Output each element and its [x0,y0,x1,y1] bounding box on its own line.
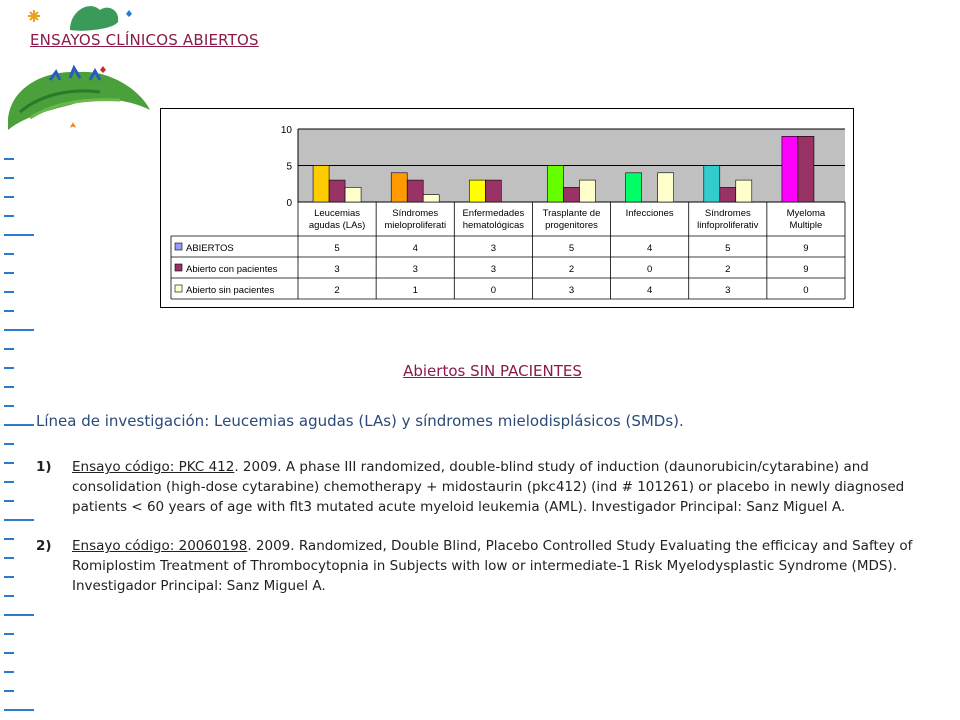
data-label: 1 [412,285,418,296]
legend-label: ABIERTOS [186,243,234,254]
category-label: progenitores [545,220,598,231]
bar [313,166,329,203]
bar [423,195,439,202]
data-label: 2 [334,285,340,296]
data-label: 0 [646,264,653,275]
research-line-heading: Línea de investigación: Leucemias agudas (LAs) y síndromes mielodisplásicos (SMDs). [36,412,684,430]
y-tick-label: 10 [280,125,292,136]
data-label: 3 [334,264,340,275]
bar [798,136,814,202]
nav-dash[interactable] [0,150,40,169]
trial-number: 2) [36,538,52,554]
nav-dash[interactable] [0,492,40,511]
category-label: Síndromes [392,208,439,219]
category-label: Enfermedades [462,208,525,219]
trial-list [36,457,916,615]
nav-dash[interactable] [0,169,40,188]
data-label: 0 [803,285,809,296]
data-label: 4 [646,285,653,296]
page-title: ENSAYOS CLÍNICOS ABIERTOS [30,31,259,49]
bar [548,166,564,203]
trial-item [36,536,916,596]
trial-description: . 2009. A phase III randomized, double-blind study of induction (daunorubicin/cytarabine) and consolidation (high-dose cytarabine) chemotherapy + midostaurin (pkc412) (ind # 101261) or placebo in newly diagnosed patients < 60 years of age with flt3 mutated acute myeloid leukemia (AML). Investigador Principal: Sanz Miguel A. [72,459,905,515]
category-label: Leucemias [314,208,361,219]
nav-dash[interactable] [0,188,40,207]
nav-dash[interactable] [0,321,40,340]
nav-dash[interactable] [0,454,40,473]
nav-dash[interactable] [0,378,40,397]
category-label: Síndromes [704,208,751,219]
data-label: 3 [568,285,575,296]
logo [0,0,160,140]
data-label: 9 [803,264,809,275]
nav-dash[interactable] [0,207,40,226]
nav-dash[interactable] [0,625,40,644]
y-tick-label: 0 [286,198,292,209]
bar [626,173,642,202]
legend-swatch [175,285,182,292]
nav-dash[interactable] [0,682,40,701]
nav-dash[interactable] [0,701,40,720]
data-label: 5 [725,243,731,254]
category-label: agudas (LAs) [308,220,366,231]
nav-dash[interactable] [0,587,40,606]
trial-number: 1) [36,459,52,475]
data-label: 3 [490,243,497,254]
nav-dash[interactable] [0,606,40,625]
data-label: 4 [412,243,418,254]
data-label: 2 [568,264,575,275]
nav-dash[interactable] [0,226,40,245]
bar [407,180,423,202]
nav-dash[interactable] [0,568,40,587]
bar [736,180,752,202]
nav-dash[interactable] [0,264,40,283]
bar [391,173,407,202]
chart [160,108,854,308]
bar [580,180,596,202]
legend-label: Abierto con pacientes [186,264,278,275]
trial-item [36,457,916,517]
nav-dash[interactable] [0,283,40,302]
trial-code-link[interactable]: Ensayo código: PKC 412 [72,459,235,475]
category-label: Myeloma [786,208,826,219]
trial-code-link[interactable]: Ensayo código: 20060198 [72,538,248,554]
bar [469,180,485,202]
bar [564,187,580,202]
section-title: Abiertos SIN PACIENTES [403,362,582,380]
legend-label: Abierto sin pacientes [186,285,275,296]
bar [329,180,345,202]
category-label: Trasplante de [542,208,601,219]
data-label: 0 [490,285,497,296]
category-label: Infecciones [625,208,674,219]
nav-dash[interactable] [0,302,40,321]
category-label: linfoproliferativ [697,220,759,231]
category-label: Multiple [789,220,823,231]
nav-dash[interactable] [0,435,40,454]
nav-dash[interactable] [0,416,40,435]
bar-chart [161,109,853,307]
data-label: 5 [568,243,575,254]
data-label: 3 [725,285,731,296]
nav-dash[interactable] [0,340,40,359]
nav-dash[interactable] [0,397,40,416]
bar [782,136,798,202]
bar [658,173,674,202]
nav-dash[interactable] [0,549,40,568]
legend-swatch [175,264,182,271]
sidebar-navigation [0,150,40,720]
nav-dash[interactable] [0,245,40,264]
data-label: 3 [490,264,497,275]
data-label: 2 [725,264,731,275]
nav-dash[interactable] [0,663,40,682]
data-label: 3 [412,264,418,275]
bar [345,187,361,202]
category-label: mieloproliferati [384,220,447,231]
category-label: hematológicas [462,220,524,231]
bar [485,180,501,202]
nav-dash[interactable] [0,511,40,530]
nav-dash[interactable] [0,644,40,663]
nav-dash[interactable] [0,530,40,549]
bar [704,166,720,203]
trial-description: . 2009. Randomized, Double Blind, Placebo Controlled Study Evaluating the efficicay and Saftey of Romiplostim Treatment of Thrombocytopnia in Subjects with low or intermediate-1 Risk Myelodysplastic Syndrome (MDS). Investigador Principal: Sanz Miguel A. [72,538,913,594]
legend-swatch [175,243,182,250]
data-label: 5 [334,243,340,254]
data-label: 4 [646,243,653,254]
nav-dash[interactable] [0,473,40,492]
y-tick-label: 5 [286,161,292,173]
tree-children-logo-icon [0,0,160,140]
bar [720,187,736,202]
data-label: 9 [803,243,809,254]
